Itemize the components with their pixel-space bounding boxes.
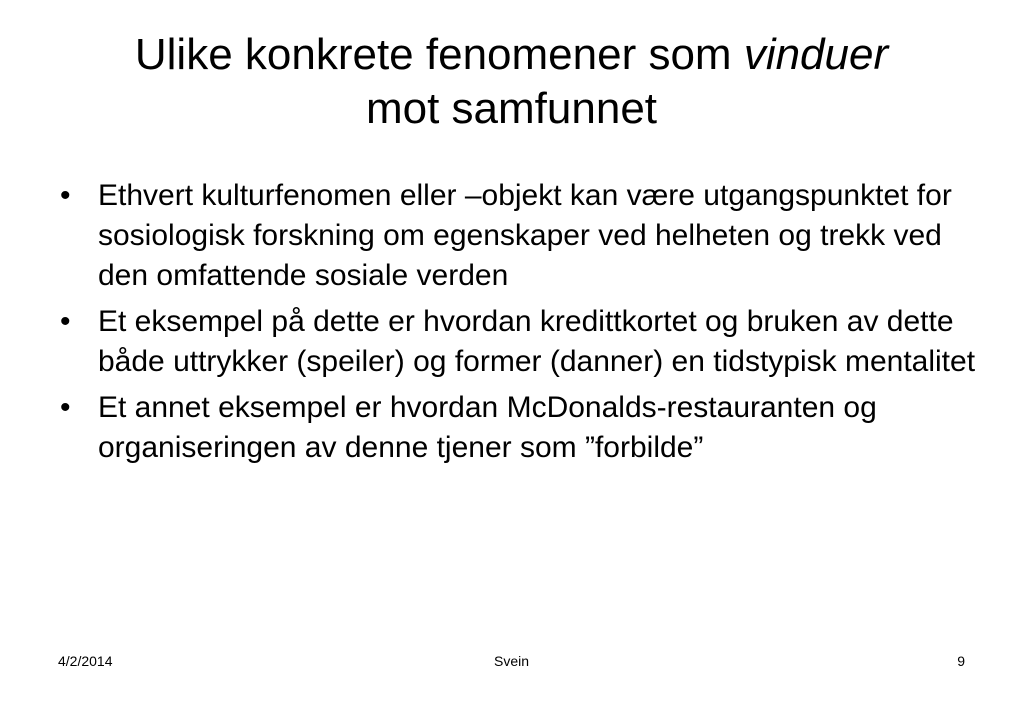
- slide-title-line-2: mot samfunnet: [365, 84, 658, 133]
- bullet-item: [58, 176, 978, 296]
- bullet-text: Et eksempel på dette er hvordan kredittkortet og bruken av dette både uttrykker (speiler) og former (danner) en tidstypisk mentalitet: [98, 305, 976, 378]
- footer-page-number: 9: [957, 653, 965, 669]
- footer-date: 4/2/2014: [58, 653, 113, 669]
- slide-title: [40, 28, 983, 136]
- bullet-item: [58, 302, 978, 382]
- slide-title-text: Ulike konkrete fenomener som: [134, 30, 744, 79]
- bullet-text: Ethvert kulturfenomen eller –objekt kan være utgangspunktet for sosiologisk forskning om egenskaper ved helheten og trekk ved den omfattende sosiale verden: [98, 179, 952, 292]
- bullet-icon: •: [60, 305, 71, 338]
- bullet-item: [58, 388, 978, 468]
- slide-title-line-1: [40, 28, 983, 82]
- bullet-icon: •: [60, 391, 71, 424]
- bullet-icon: •: [60, 179, 71, 212]
- footer-author: Svein: [493, 653, 530, 669]
- bullet-text: Et annet eksempel er hvordan McDonalds-restauranten og organiseringen av denne tjener som ”forbilde”: [98, 391, 877, 464]
- slide-title-italic-word: vinduer: [743, 30, 889, 79]
- bullet-list: [58, 176, 978, 474]
